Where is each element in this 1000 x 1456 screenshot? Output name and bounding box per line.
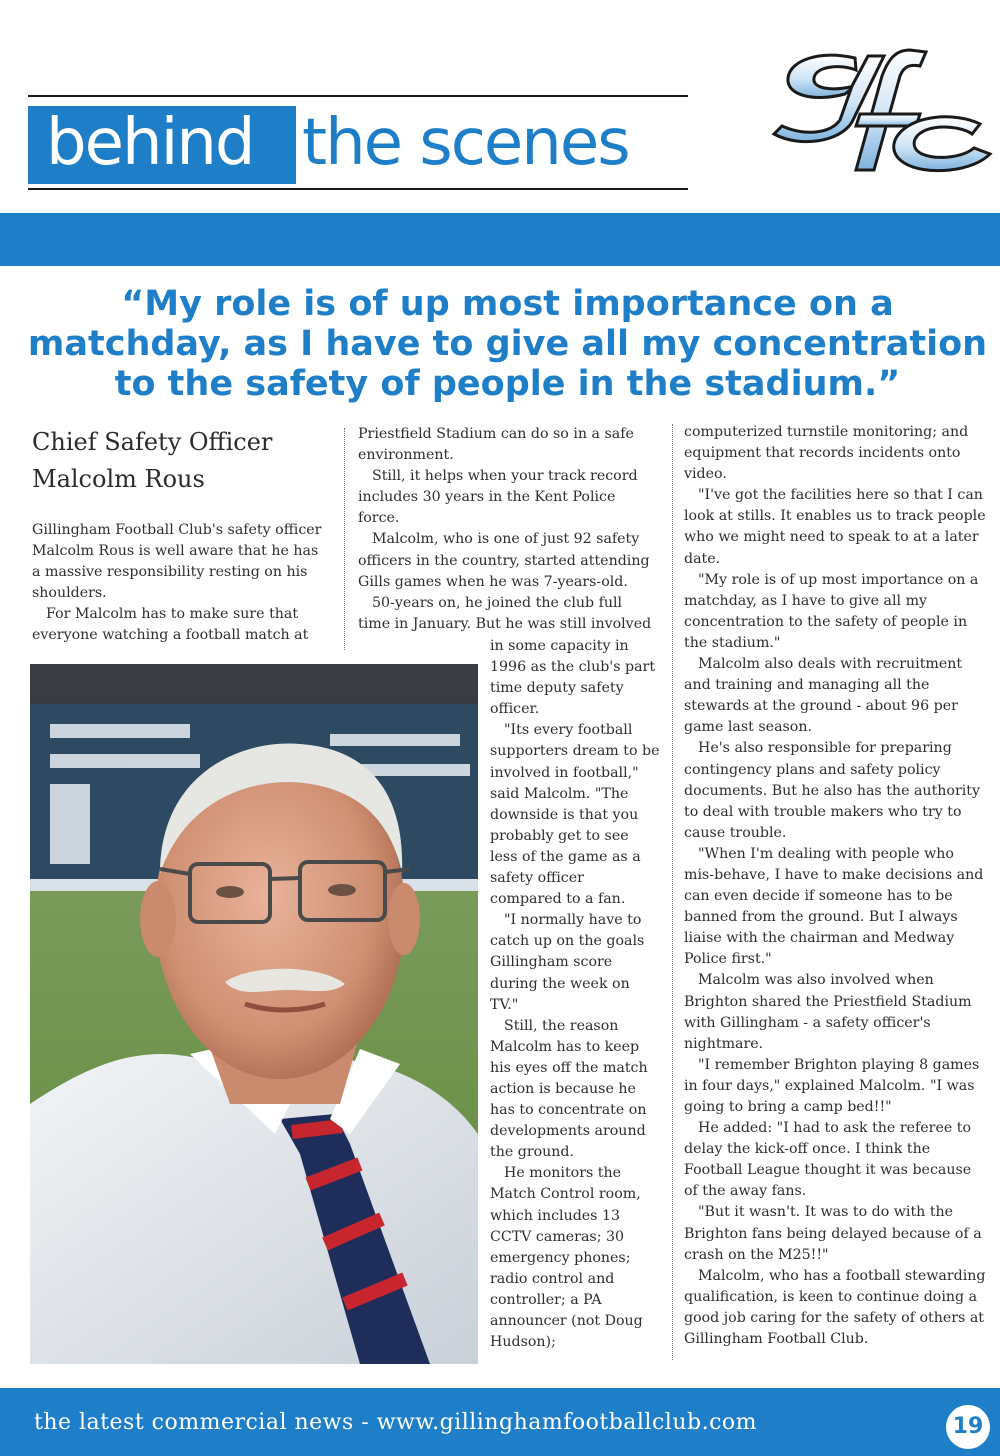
article-column-2 [358,424,658,635]
paragraph: Malcolm, who has a football stewarding qualification, is keen to continue doing a good job caring for the safety of others at Gillingham Football Club. [684,1267,986,1348]
byline [32,424,332,498]
paragraph: "I remember Brighton playing 8 games in four days," explained Malcolm. "I was going to bring a camp bed!!" [684,1056,980,1115]
paragraph: in some capacity in 1996 as the club's part time deputy safety officer. [490,638,656,718]
paragraph: 50-years on, he joined the club full time in January. But he was still involved [358,594,652,632]
article-column-1 [32,520,324,647]
column-divider [672,424,673,1360]
paragraph: Gillingham Football Club's safety officer Malcolm Rous is well aware that he has a massive responsibility resting on his shoulders. [32,522,322,602]
byline-name: Malcolm Rous [32,465,205,493]
paragraph: He's also responsible for preparing contingency plans and safety policy documents. But he also has the authority to deal with trouble makers who try to cause trouble. [684,740,980,841]
portrait-photo [30,664,478,1364]
article-column-2-continued [490,636,660,1353]
paragraph: Malcolm also deals with recruitment and training and managing all the stewards at the ground - about 96 per game last season. [684,656,963,736]
paragraph: "Its every football supporters dream to be involved in football," said Malcolm. "The downside is that you probably get to see less of the game as a safety officer compared to a fan. [490,722,660,908]
title-highlight: behind [46,106,254,180]
paragraph: Still, it helps when your track record includes 30 years in the Kent Police force. [358,468,638,527]
paragraph: Malcolm, who is one of just 92 safety officers in the country, started attending Gills games when he was 7-years-old. [358,531,650,590]
blue-band [0,213,1000,266]
paragraph: He monitors the Match Control room, which includes 13 CCTV cameras; 30 emergency phones; radio control and controller; a PA announcer (not Doug Hudson); [490,1165,643,1351]
paragraph: Malcolm was also involved when Brighton shared the Priestfield Stadium with Gillingham - a safety officer's nightmare. [684,972,972,1052]
gfc-logo-icon [760,30,995,190]
paragraph: "I normally have to catch up on the goals Gillingham score during the week on TV." [490,912,645,1013]
paragraph: Still, the reason Malcolm has to keep his eyes off the match action is because he has to concentrate on developments around the ground. [490,1017,648,1161]
footer-text: the latest commercial news - www.gillinghamfootballclub.com [34,1410,757,1435]
header-rule-top [28,95,688,97]
byline-role: Chief Safety Officer [32,428,273,456]
title-rest: the scenes [302,106,629,180]
page-number: 19 [946,1405,990,1449]
paragraph: "My role is of up most importance on a matchday, as I have to give all my concentration to the safety of people in the stadium." [684,571,979,651]
article-column-3 [684,422,986,1350]
paragraph: computerized turnstile monitoring; and equipment that records incidents onto video. [684,424,969,483]
header-rule-bottom [28,188,688,190]
column-divider [344,428,345,650]
pull-quote: “My role is of up most importance on a matchday, as I have to give all my concentration to the safety of people in the stadium.” [27,284,988,404]
paragraph: Priestfield Stadium can do so in a safe environment. [358,426,634,464]
paragraph: "I've got the facilities here so that I can look at stills. It enables us to track people who we might need to speak to at a later date. [684,487,986,567]
paragraph: For Malcolm has to make sure that everyone watching a football match at [32,606,309,644]
paragraph: "When I'm dealing with people who mis-behave, I have to make decisions and can even decide if someone has to be banned from the ground. But I always liaise with the chairman and Medway Police first." [684,845,984,968]
paragraph: He added: "I had to ask the referee to delay the kick-off once. I think the Football League thought it was because of the away fans. [684,1120,972,1200]
paragraph: "But it wasn't. It was to do with the Brighton fans being delayed because of a crash on the M25!!" [684,1204,982,1263]
